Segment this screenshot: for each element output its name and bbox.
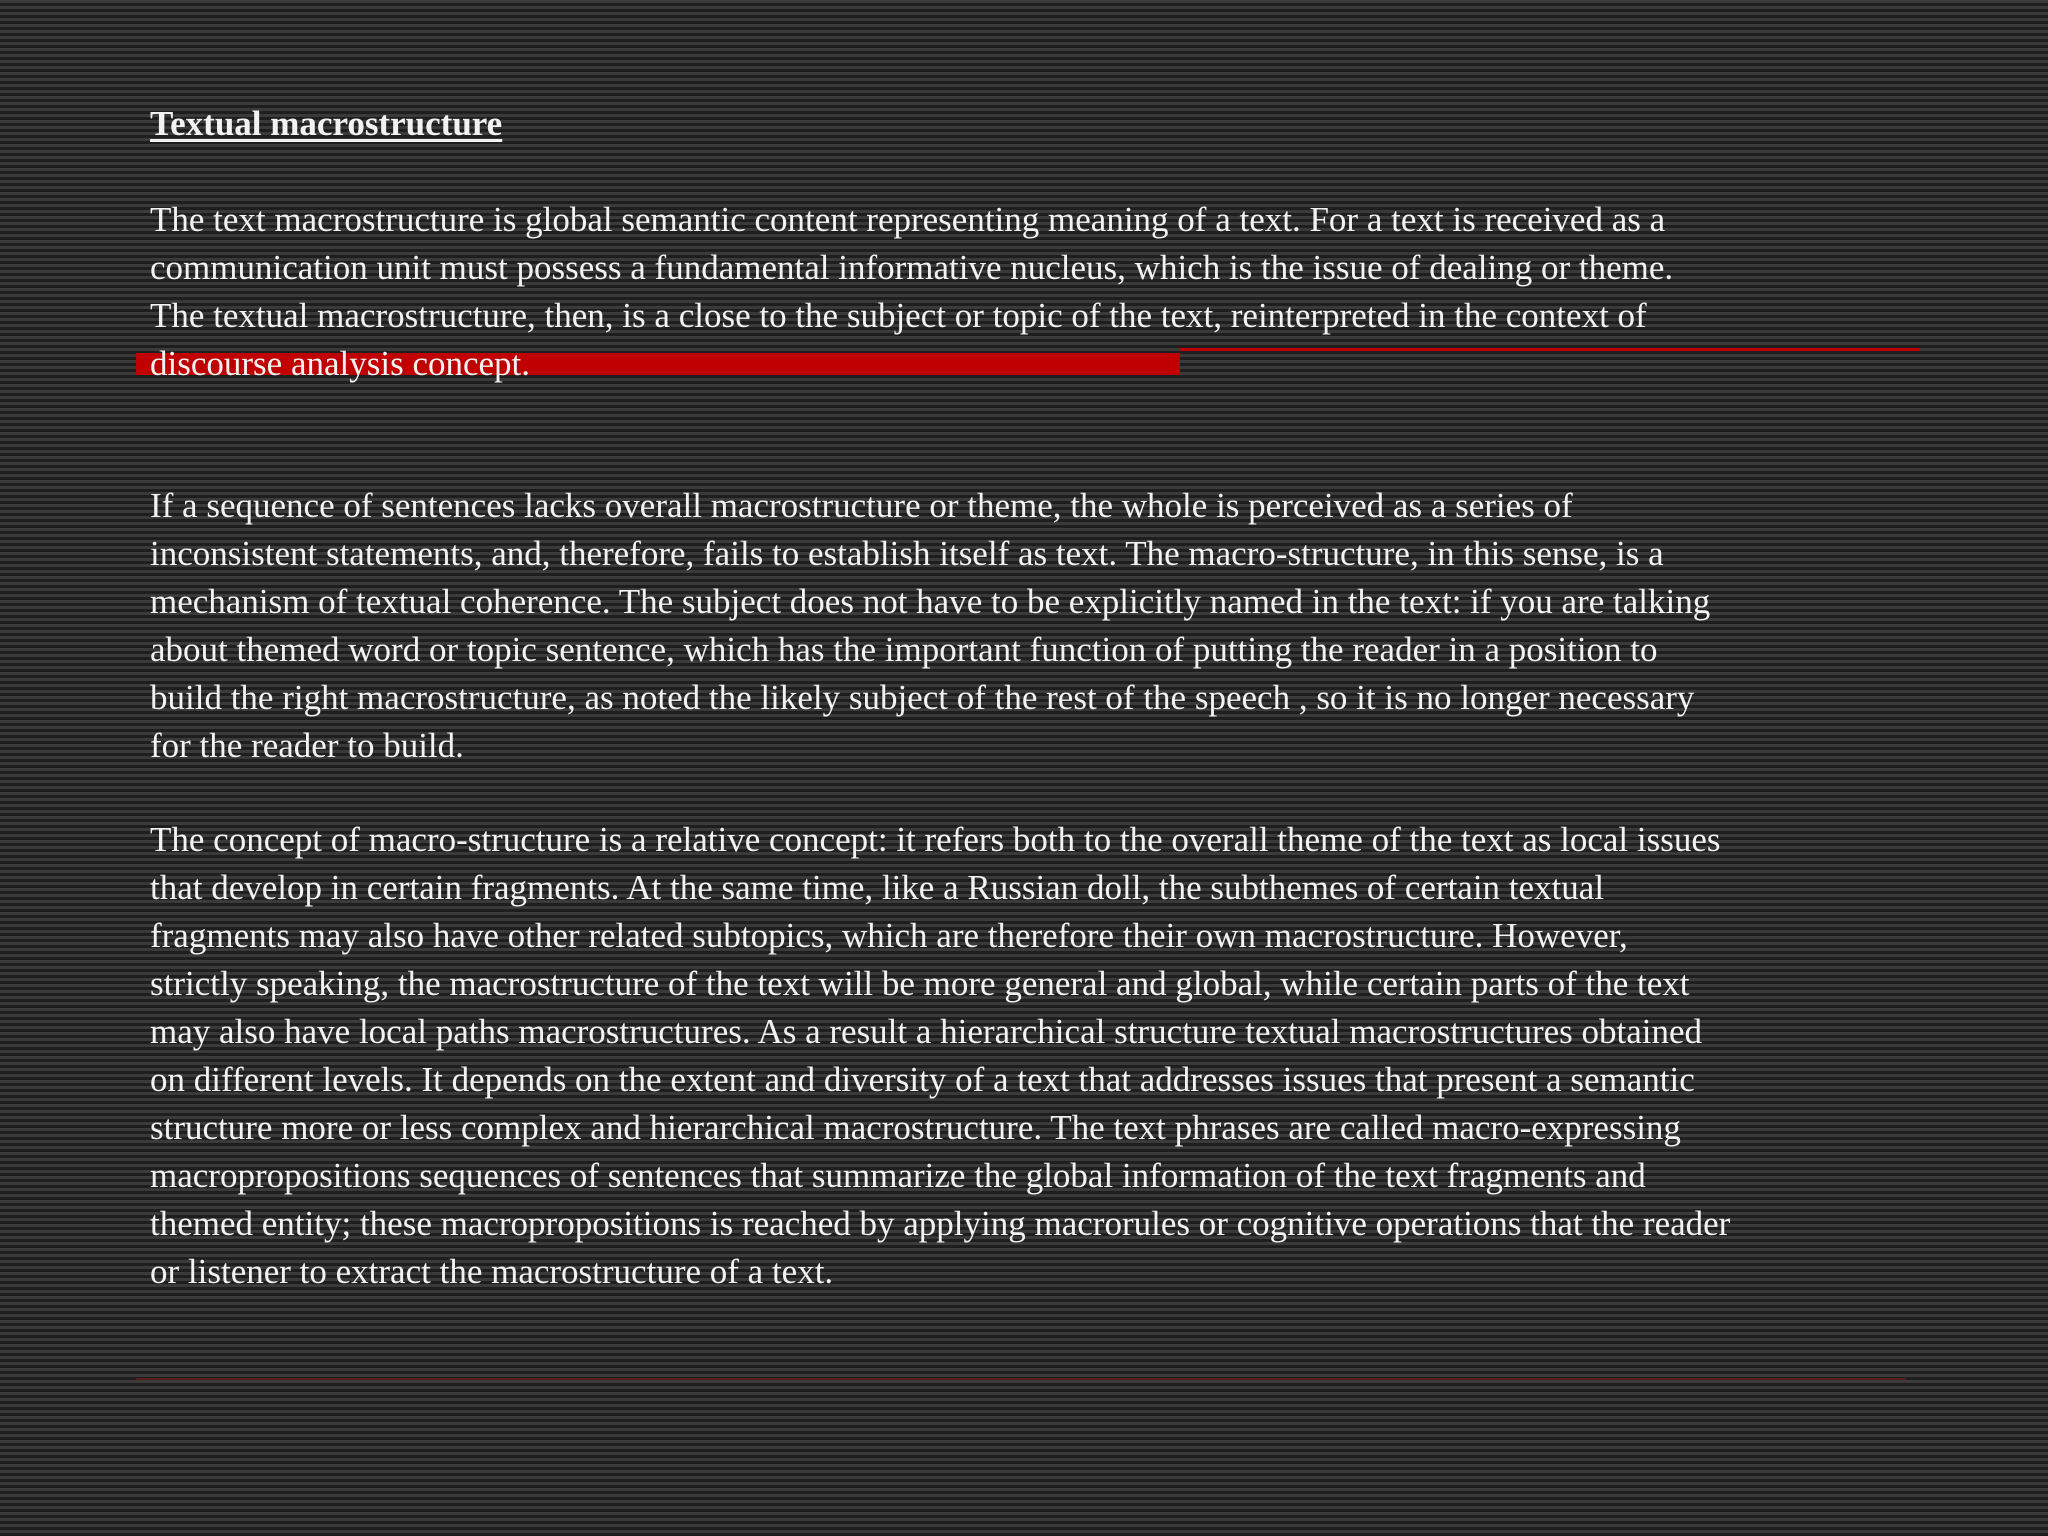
paragraph-line: communication unit must possess a fundamental informative nucleus, which is the issue of dealing or theme. [150,248,1674,287]
paragraph-line: about themed word or topic sentence, which has the important function of putting the reader in a position to [150,630,1658,669]
paragraph-line: strictly speaking, the macrostructure of the text will be more general and global, while certain parts of the text [150,964,1690,1003]
paragraph-line: on different levels. It depends on the extent and diversity of a text that addresses issues that present a semantic [150,1060,1695,1099]
paragraph-1 [150,196,1910,388]
paragraph-line: may also have local paths macrostructures. As a result a hierarchical structure textual macrostructures obtained [150,1012,1703,1051]
slide-title: Textual macrostructure [150,104,503,143]
paragraph-line: themed entity; these macropropositions is reached by applying macrorules or cognitive operations that the reader [150,1204,1731,1243]
paragraph-line: or listener to extract the macrostructure of a text. [150,1252,834,1291]
paragraph-line: build the right macrostructure, as noted the likely subject of the rest of the speech , so it is no longer necessary [150,678,1695,717]
paragraph-line: that develop in certain fragments. At the same time, like a Russian doll, the subthemes of certain textual [150,868,1605,907]
paragraph-line: The text macrostructure is global semantic content representing meaning of a text. For a text is received as a [150,200,1666,239]
paragraph-line: fragments may also have other related subtopics, which are therefore their own macrostructure. However, [150,916,1628,955]
paragraph-line: inconsistent statements, and, therefore, fails to establish itself as text. The macro-structure, in this sense, is a [150,534,1664,573]
paragraph-line: The concept of macro-structure is a relative concept: it refers both to the overall theme of the text as local issues [150,820,1721,859]
paragraph-3 [150,816,1910,1296]
paragraph-line: mechanism of textual coherence. The subject does not have to be explicitly named in the text: if you are talking [150,582,1711,621]
bottom-divider [136,1378,1906,1380]
paragraph-line: for the reader to build. [150,726,464,765]
paragraph-line: The textual macrostructure, then, is a close to the subject or topic of the text, reinterpreted in the context of [150,296,1647,335]
paragraph-line: discourse analysis concept. [150,344,531,383]
paragraph-line: If a sequence of sentences lacks overall macrostructure or theme, the whole is perceived as a series of [150,486,1573,525]
paragraph-line: macropropositions sequences of sentences that summarize the global information of the text fragments and [150,1156,1646,1195]
paragraph-line: structure more or less complex and hierarchical macrostructure. The text phrases are called macro-expressing [150,1108,1681,1147]
paragraph-2 [150,482,1910,770]
